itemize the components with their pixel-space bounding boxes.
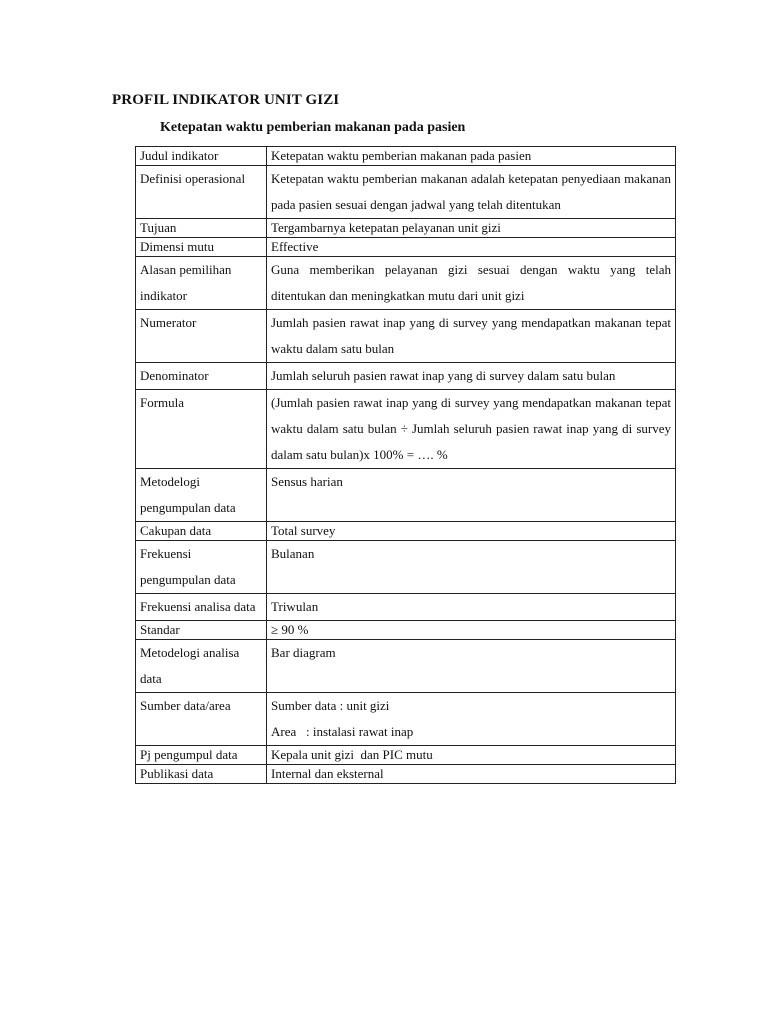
- row-value: Ketepatan waktu pemberian makanan pada pasien: [267, 147, 676, 166]
- row-value: Bulanan: [267, 541, 676, 594]
- row-label: Frekuensi analisa data: [136, 594, 267, 621]
- row-label: Dimensi mutu: [136, 238, 267, 257]
- table-row-frekuensi-pengumpulan: [136, 541, 676, 594]
- table-row-publikasi-data: [136, 765, 676, 784]
- row-value: Total survey: [267, 522, 676, 541]
- area-line: Area : instalasi rawat inap: [271, 724, 414, 739]
- row-label: Frekuensi pengumpulan data: [136, 541, 267, 594]
- table-row-definisi-operasional: [136, 166, 676, 219]
- table-row-standar: [136, 621, 676, 640]
- table-row-denominator: [136, 363, 676, 390]
- table-row-formula: [136, 390, 676, 469]
- row-value: Sensus harian: [267, 469, 676, 522]
- row-label: Standar: [136, 621, 267, 640]
- row-label: Publikasi data: [136, 765, 267, 784]
- row-label: Numerator: [136, 310, 267, 363]
- row-label: Judul indikator: [136, 147, 267, 166]
- row-value: (Jumlah pasien rawat inap yang di survey yang mendapatkan makanan tepat waktu dalam satu bulan ÷ Jumlah seluruh pasien rawat inap yang di survey dalam satu bulan)x 100% = …. %: [267, 390, 676, 469]
- row-label: Alasan pemilihan indikator: [136, 257, 267, 310]
- table-row-dimensi-mutu: [136, 238, 676, 257]
- row-value: Jumlah pasien rawat inap yang di survey yang mendapatkan makanan tepat waktu dalam satu bulan: [267, 310, 676, 363]
- indicator-profile-table: [135, 146, 676, 784]
- table-row-alasan-pemilihan: [136, 257, 676, 310]
- table-row-metodelogi-pengumpulan: [136, 469, 676, 522]
- page-title: PROFIL INDIKATOR UNIT GIZI: [112, 92, 340, 108]
- row-label: Denominator: [136, 363, 267, 390]
- table-row-pj-pengumpul: [136, 746, 676, 765]
- row-value: ≥ 90 %: [267, 621, 676, 640]
- table-row-judul-indikator: [136, 147, 676, 166]
- row-label: Definisi operasional: [136, 166, 267, 219]
- sumber-data-line: Sumber data : unit gizi: [271, 698, 390, 713]
- table-row-tujuan: [136, 219, 676, 238]
- row-label: Metodelogi analisa data: [136, 640, 267, 693]
- row-value: Kepala unit gizi dan PIC mutu: [267, 746, 676, 765]
- table-row-cakupan-data: [136, 522, 676, 541]
- row-value: [267, 693, 676, 746]
- row-value: Jumlah seluruh pasien rawat inap yang di survey dalam satu bulan: [267, 363, 676, 390]
- row-value: Guna memberikan pelayanan gizi sesuai dengan waktu yang telah ditentukan dan meningkatkan mutu dari unit gizi: [267, 257, 676, 310]
- row-value: Triwulan: [267, 594, 676, 621]
- row-value: Effective: [267, 238, 676, 257]
- row-label: Tujuan: [136, 219, 267, 238]
- row-label: Cakupan data: [136, 522, 267, 541]
- row-value: Internal dan eksternal: [267, 765, 676, 784]
- table-row-numerator: [136, 310, 676, 363]
- table-row-sumber-data: [136, 693, 676, 746]
- row-value: Ketepatan waktu pemberian makanan adalah ketepatan penyediaan makanan pada pasien sesuai dengan jadwal yang telah ditentukan: [267, 166, 676, 219]
- table-row-frekuensi-analisa: [136, 594, 676, 621]
- page-subtitle: Ketepatan waktu pemberian makanan pada pasien: [160, 120, 466, 135]
- row-label: Metodelogi pengumpulan data: [136, 469, 267, 522]
- row-value: Tergambarnya ketepatan pelayanan unit gizi: [267, 219, 676, 238]
- row-label: Pj pengumpul data: [136, 746, 267, 765]
- row-label: Sumber data/area: [136, 693, 267, 746]
- table-row-metodelogi-analisa: [136, 640, 676, 693]
- row-value: Bar diagram: [267, 640, 676, 693]
- row-label: Formula: [136, 390, 267, 469]
